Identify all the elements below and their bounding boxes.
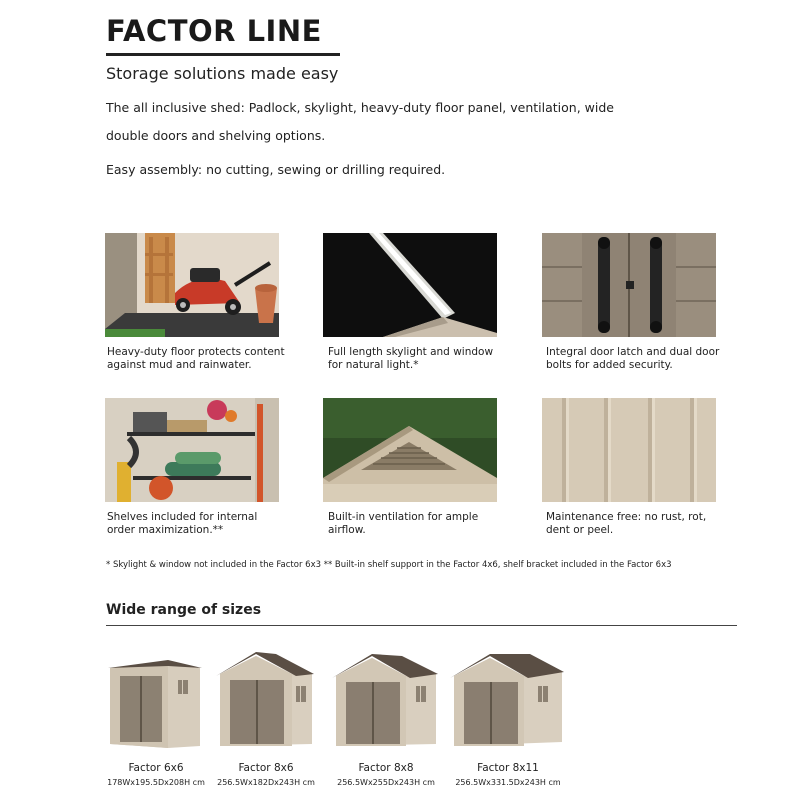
feature-caption: Maintenance free: no rust, rot, dent or peel.	[546, 511, 707, 536]
footnote: * Skylight & window not included in the Factor 6x3 ** Built-in shelf support in the Factor 4x6, shelf bracket included in the Factor 6x3	[106, 560, 672, 570]
shed-image	[450, 650, 566, 752]
shelves-photo	[105, 398, 279, 502]
shed-image	[108, 650, 202, 752]
title-underline	[106, 53, 340, 56]
shed-image	[216, 650, 316, 752]
shed-dimensions: 256.5Wx331.5Dx243H cm	[455, 778, 561, 787]
sizes-divider	[106, 625, 737, 626]
shed-name: Factor 6x6	[128, 762, 184, 774]
shed-dimensions: 178Wx195.5Dx208H cm	[107, 778, 205, 787]
shed-name: Factor 8x8	[358, 762, 414, 774]
intro-description: The all inclusive shed: Padlock, skylight, heavy-duty floor panel, ventilation, wide double doors and shelving options.	[106, 100, 614, 143]
feature-caption: Shelves included for internal order maximization.**	[107, 511, 258, 536]
shed-dimensions: 256.5Wx182Dx243H cm	[217, 778, 315, 787]
feature-caption: Built-in ventilation for ample airflow.	[328, 511, 479, 536]
feature-caption: Integral door latch and dual door bolts for added security.	[546, 346, 720, 371]
sizes-heading: Wide range of sizes	[106, 602, 262, 618]
assembly-note: Easy assembly: no cutting, sewing or drilling required.	[106, 162, 446, 177]
shed-name: Factor 8x11	[477, 762, 539, 774]
feature-caption: Heavy-duty floor protects content against mud and rainwater.	[107, 346, 285, 371]
skylight-photo	[323, 233, 497, 337]
page-title: FACTOR LINE	[106, 14, 322, 48]
shed-name: Factor 8x6	[238, 762, 294, 774]
floor-photo	[105, 233, 279, 337]
feature-caption: Full length skylight and window for natural light.*	[328, 346, 494, 371]
page-subtitle: Storage solutions made easy	[106, 64, 339, 83]
shed-dimensions: 256.5Wx255Dx243H cm	[337, 778, 435, 787]
door-latch-photo	[542, 233, 716, 337]
wall-panel-photo	[542, 398, 716, 502]
ventilation-photo	[323, 398, 497, 502]
shed-image	[332, 650, 440, 752]
